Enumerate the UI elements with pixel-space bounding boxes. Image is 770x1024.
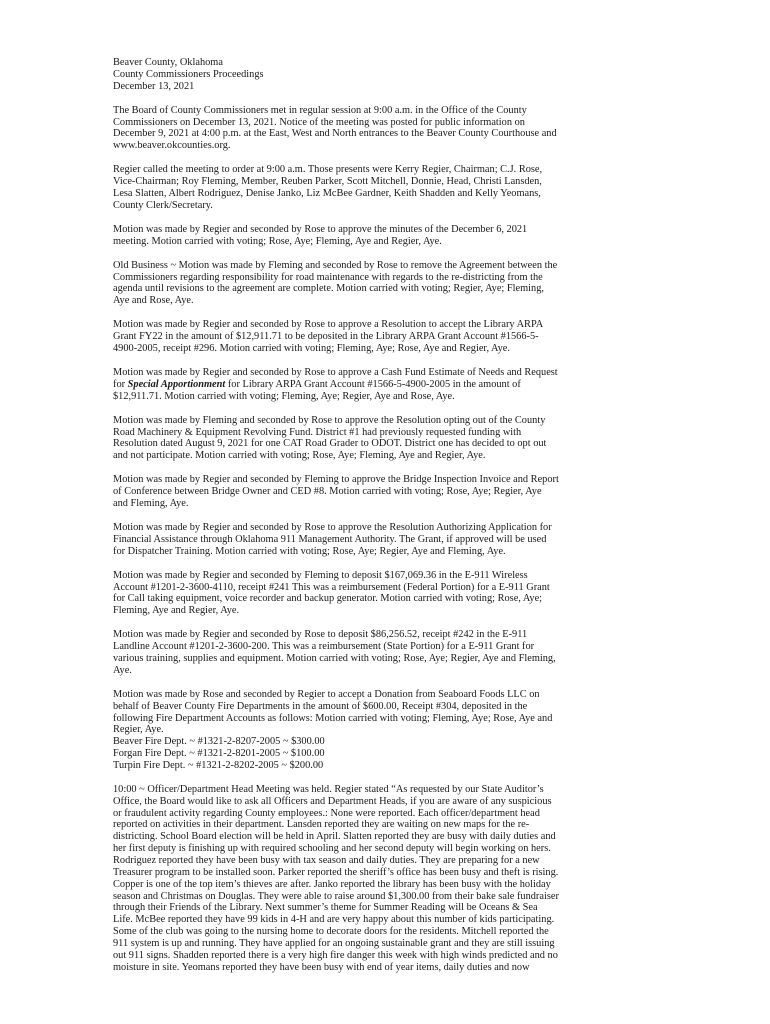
text-line: and not participate. Motion carried with voting; Rose, Aye; Fleming, Aye and Regier, Aye. (113, 450, 486, 462)
fire-dept-account-line: Turpin Fire Dept. ~ #1321-2-8202-2005 ~ $200.00 (113, 759, 324, 771)
text-line: through their Friends of the Library. Next summer’s theme for Summer Reading will be Oceans & Sea (113, 902, 538, 914)
text-line: Motion was made by Regier and seconded by Rose to approve a Resolution to accept the Library ARPA (113, 319, 544, 331)
paragraph-e911-wireless-deposit (113, 570, 658, 617)
text-segment: for Library ARPA Grant Account #1566-5-4900-2005 in the amount of (225, 378, 521, 390)
paragraph-cash-fund-estimate (113, 367, 658, 403)
text-line: $12,911.71. Motion carried with voting; Fleming, Aye; Regier, Aye and Rose, Aye. (113, 390, 455, 402)
text-line: meeting. Motion carried with voting; Rose, Aye; Fleming, Aye and Regier, Aye. (113, 235, 442, 247)
text-line: and Fleming, Aye. (113, 497, 189, 509)
text-line: her first deputy is finishing up with required schooling and her second deputy will begin working on hers. (113, 843, 551, 855)
text-line: Motion was made by Regier and seconded by Rose to deposit $86,256.52, receipt #242 in the E-911 (113, 629, 528, 641)
text-line: Treasurer program to be installed soon. Parker reported the sheriff’s office has been busy and theft is rising. (113, 866, 559, 878)
text-line: Fleming, Aye and Regier, Aye. (113, 605, 240, 617)
text-line: Regier called the meeting to order at 9:00 a.m. Those presents were Kerry Regier, Chairman; C.J. Rose, (113, 164, 543, 176)
text-line: Rodriguez reported they have been busy with tax season and daily duties. They are preparing for a new (113, 855, 540, 866)
document-title: County Commissioners Proceedings (113, 68, 264, 80)
text-line: Road Machinery & Equipment Revolving Fund. District #1 had previously requested funding with (113, 426, 522, 438)
text-line: Life. McBee reported they have 99 kids in 4-H and are very happy about this number of kids participating. (113, 914, 555, 926)
text-line: Resolution dated August 9, 2021 for one CAT Road Grader to ODOT. District one has decided to opt out (113, 438, 547, 450)
text-line: agenda until revisions to the agreement are complete. Motion carried with voting; Regier, Aye; Fleming, (113, 283, 544, 295)
paragraph-minutes-approval (113, 224, 658, 248)
text-line: of Conference between Bridge Owner and CED #8. Motion carried with voting; Rose, Aye; Regier, Aye (113, 486, 542, 498)
paragraph-911-financial-assistance (113, 522, 658, 558)
text-line: Motion was made by Regier and seconded by Fleming to approve the Bridge Inspection Invoice and Report (113, 474, 559, 486)
text-line: Grant FY22 in the amount of $12,911.71 to be deposited in the Library ARPA Grant Account #1566-5- (113, 331, 539, 343)
text-line: Copper is one of the top item’s thieves are after. Janko reported the library has been busy with the holiday (113, 878, 551, 890)
text-line: The Board of County Commissioners met in regular session at 9:00 a.m. in the Office of the County (113, 104, 527, 116)
text-line: Landline Account #1201-2-3600-200. This was a reimbursement (State Portion) for a E-911 Grant for (113, 641, 535, 653)
paragraph-fire-donation (113, 689, 658, 772)
text-line: Lesa Slatten, Albert Rodriguez, Denise Janko, Liz McBee Gardner, Keith Shadden and Kelly Yeomans, (113, 187, 541, 199)
text-line: Motion was made by Regier and seconded by Rose to approve a Cash Fund Estimate of Needs and Request (113, 367, 558, 378)
paragraph-library-grant (113, 319, 658, 355)
text-line: Aye. (113, 664, 132, 676)
text-line: for Dispatcher Training. Motion carried with voting; Rose, Aye; Regier, Aye and Fleming, Aye. (113, 545, 506, 557)
text-line: or fraudulent activity regarding County employees.: None were reported. Each officer/department head (113, 807, 540, 819)
text-segment: for (113, 378, 128, 390)
text-line: districting. School Board election will be held in April. Slatten reported they are busy with daily duties and (113, 831, 556, 843)
text-line: Office, the Board would like to ask all Officers and Department Heads, if you are aware of any suspicious (113, 795, 552, 807)
text-line: reported on activities in their department. Lansden reported they are waiting on new maps for the re- (113, 819, 530, 831)
text-line: following Fire Department Accounts as follows: Motion carried with voting; Fleming, Aye; Rose, Aye and (113, 712, 553, 724)
text-line: 10:00 ~ Officer/Department Head Meeting was held. Regier stated “As requested by our State Auditor’s (113, 783, 544, 795)
text-line: December 9, 2021 at 4:00 p.m. at the East, West and North entrances to the Beaver County Courthouse and (113, 128, 557, 140)
text-line: moisture in site. Yeomans reported they have been busy with end of year items, daily duties and now (113, 961, 530, 973)
text-line: Motion was made by Regier and seconded by Rose to approve the Resolution Authorizing Application for (113, 522, 552, 533)
paragraph-old-business (113, 260, 658, 307)
paragraph-road-machinery (113, 415, 658, 462)
text-line (113, 379, 658, 391)
text-line: Aye and Rose, Aye. (113, 295, 194, 307)
county-name: Beaver County, Oklahoma (113, 57, 223, 68)
text-line: for Call taking equipment, voice recorder and backup generator. Motion carried with voting; Rose, Aye; (113, 593, 543, 605)
text-line: Account #1201-2-3600-4110, receipt #241 This was a reimbursement (Federal Portion) for a E-911 Grant (113, 581, 550, 593)
emphasized-text: Special Apportionment (127, 378, 226, 390)
text-line: season and Christmas on Douglas. They were able to raise around $1,300.00 from their bake sale fundraiser (113, 890, 559, 902)
paragraph-attendance (113, 164, 658, 211)
text-line: Motion was made by Rose and seconded by Regier to accept a Donation from Seaboard Foods LLC on (113, 688, 540, 700)
fire-dept-account-line: Beaver Fire Dept. ~ #1321-2-8207-2005 ~ $300.00 (113, 736, 325, 748)
text-line: Commissioners regarding responsibility for road maintenance with regards to the re-districting from the (113, 271, 543, 283)
text-line: behalf of Beaver County Fire Departments in the amount of $600.00, Receipt #304, deposited in the (113, 700, 528, 712)
document-page (113, 57, 658, 986)
text-line: 911 system is up and running. They have applied for an ongoing sustainable grant and they are still issuing (113, 937, 555, 949)
text-line: various training, supplies and equipment. Motion carried with voting; Rose, Aye; Regier, Aye and Fleming, (113, 652, 556, 664)
text-line: 4900-2005, receipt #296. Motion carried with voting; Fleming, Aye; Rose, Aye and Regier, Aye. (113, 342, 510, 354)
text-line: out 911 signs. Shadden reported there is a very high fire danger this week with high winds predicted and no (113, 949, 558, 961)
text-line: County Clerk/Secretary. (113, 199, 213, 211)
text-line: Regier, Aye. (113, 724, 164, 736)
document-header (113, 57, 658, 93)
paragraph-bridge-inspection (113, 474, 658, 510)
paragraph-department-head-meeting (113, 784, 658, 974)
paragraph-meeting-notice (113, 105, 658, 152)
text-line: Motion was made by Regier and seconded by Rose to approve the minutes of the December 6, 2021 (113, 223, 528, 235)
text-line: Some of the club was going to the nursing home to decorate doors for the residents. Mitchell reported the (113, 926, 549, 938)
text-line: Old Business ~ Motion was made by Fleming and seconded by Rose to remove the Agreement between the (113, 259, 558, 271)
fire-dept-account-line: Forgan Fire Dept. ~ #1321-2-8201-2005 ~ $100.00 (113, 748, 325, 760)
text-line: Motion was made by Fleming and seconded by Rose to approve the Resolution opting out of the County (113, 414, 546, 426)
text-line: Vice-Chairman; Roy Fleming, Member, Reuben Parker, Scott Mitchell, Donnie, Head, Christi Lansden, (113, 176, 542, 188)
text-line: www.beaver.okcounties.org. (113, 140, 231, 152)
paragraph-e911-landline-deposit (113, 629, 658, 676)
text-line: Motion was made by Regier and seconded by Fleming to deposit $167,069.36 in the E-911 Wireless (113, 569, 528, 581)
meeting-date: December 13, 2021 (113, 80, 195, 92)
text-line: Financial Assistance through Oklahoma 911 Management Authority. The Grant, if approved will be used (113, 533, 547, 545)
text-line: Commissioners on December 13, 2021. Notice of the meeting was posted for public information on (113, 116, 525, 128)
